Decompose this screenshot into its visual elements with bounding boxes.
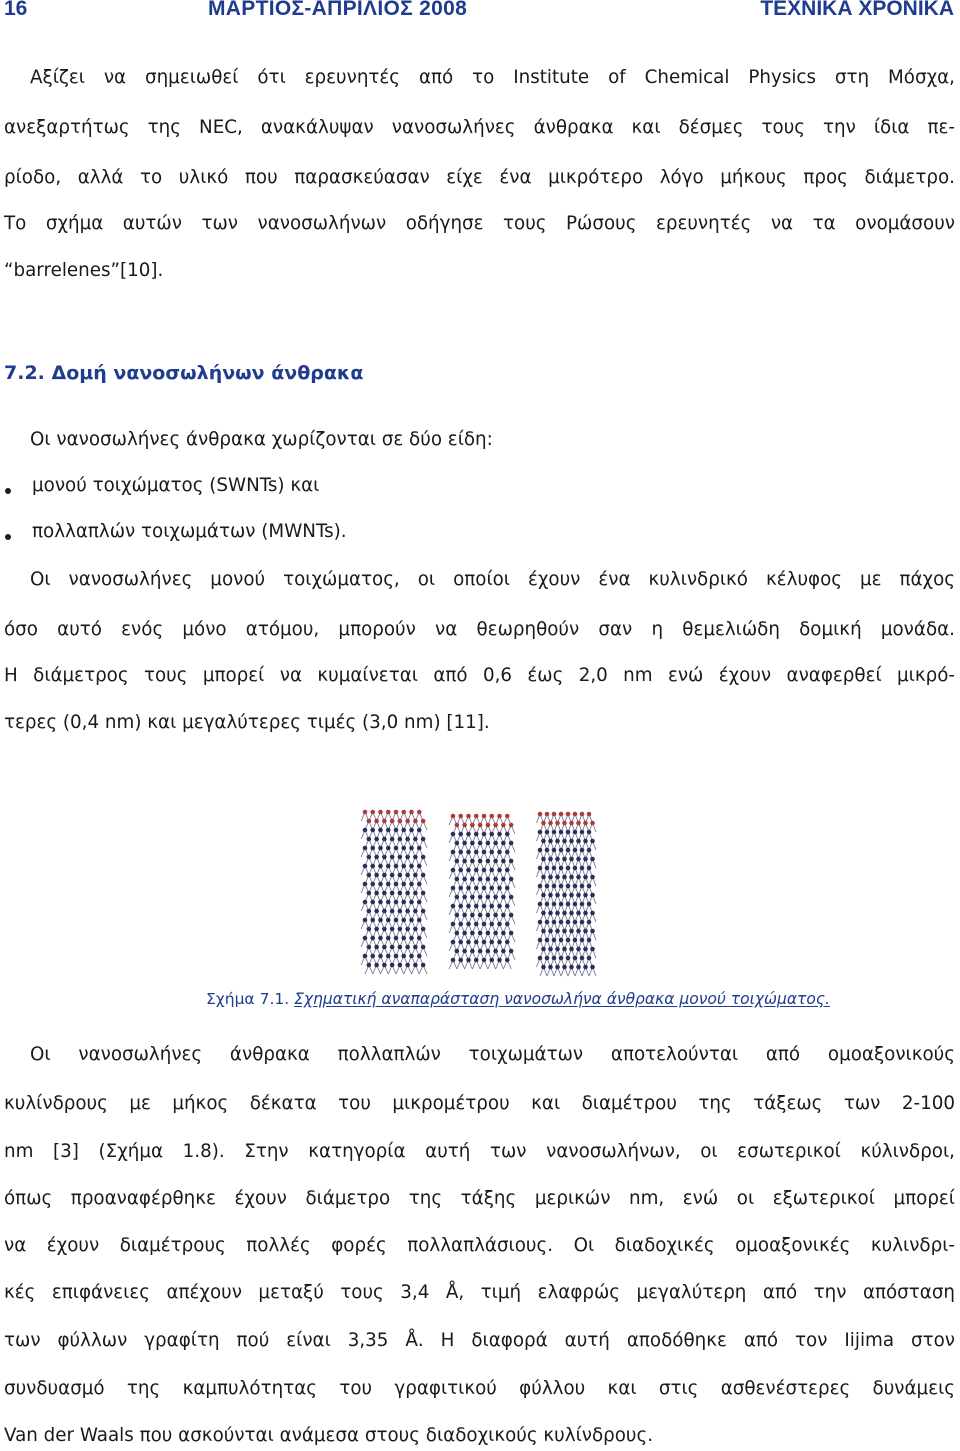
mwnt-line-9: Van der Waals που ασκούνται ανάμεσα στους διαδοχικούς κυλίνδρους. bbox=[4, 1425, 654, 1446]
mwnt-line-8: συνδυασμό της καμπυλότητας του γραφιτικού φύλλου και στις ασθενέστερες δυνάμεις bbox=[4, 1378, 955, 1399]
intro-line-1: Αξίζει να σημειωθεί ότι ερευνητές από το Institute of Chemical Physics στη Μόσχα, bbox=[30, 67, 955, 88]
nanotube-lattice bbox=[537, 812, 597, 976]
page-header bbox=[4, 0, 954, 29]
swnt-line-1: Οι νανοσωλήνες μονού τοιχώματος, οι οποίοι έχουν ένα κυλινδρικό κέλυφος με πάχος bbox=[30, 569, 955, 590]
nanotube-lattice bbox=[361, 810, 427, 974]
intro-line-4: Το σχήμα αυτών των νανοσωλήνων οδήγησε τους Ρώσους ερευνητές να τα ονομάσουν bbox=[4, 213, 955, 234]
mwnt-line-2: κυλίνδρους με μήκος δέκατα του μικρομέτρου και διαμέτρου της τάξεως των 2-100 bbox=[4, 1093, 955, 1114]
mwnt-line-5: να έχουν διαμέτρους πολλές φορές πολλαπλάσιους. Οι διαδοχικές ομοαξονικές κυλινδρι- bbox=[4, 1235, 955, 1256]
bullet-marker bbox=[5, 488, 11, 494]
swnt-line-2: όσο αυτό ενός μόνο ατόμου, μπορούν να θεωρηθούν σαν η θεμελιώδη δομική μονάδα. bbox=[4, 619, 955, 640]
swnt-line-4: τερες (0,4 nm) και μεγαλύτερες τιμές (3,0 nm) [11]. bbox=[4, 712, 490, 733]
issue-date: ΜΑΡΤΙΟΣ-ΑΠΡΙΛΙΟΣ 2008 bbox=[208, 0, 468, 20]
mwnt-line-7: των φύλλων γραφίτη πού είναι 3,35 Å. Η διαφορά αυτή αποδόθηκε από τον Iijima στον bbox=[4, 1330, 955, 1351]
intro-line-2: ανεξαρτήτως της NEC, ανακάλυψαν νανοσωλήνες άνθρακα και δέσμες τους την ίδια πε- bbox=[4, 117, 955, 138]
nanotube-figure bbox=[355, 800, 605, 980]
intro-line-5: “barrelenes”[10]. bbox=[4, 260, 164, 281]
mwnt-line-6: κές επιφάνειες απέχουν μεταξύ τους 3,4 Å, τιμή ελαφρώς μεγαλύτερη από την απόσταση bbox=[4, 1282, 955, 1303]
figure-caption-label: Σχήμα 7.1. bbox=[206, 990, 290, 1008]
mwnt-line-4: όπως προαναφέρθηκε έχουν διάμετρο της τάξης μερικών nm, ενώ οι εξωτερικοί μπορεί bbox=[4, 1188, 955, 1209]
page-number: 16 bbox=[4, 0, 28, 20]
nanotube-lattice bbox=[449, 814, 515, 969]
section-heading: 7.2. Δομή νανοσωλήνων άνθρακα bbox=[4, 362, 364, 384]
mwnt-line-3: nm [3] (Σχήμα 1.8). Στην κατηγορία αυτή των νανοσωλήνων, οι εσωτερικοί κύλινδροι, bbox=[4, 1141, 955, 1162]
intro-line-3: ρίοδο, αλλά το υλικό που παρασκεύασαν είχε ένα μικρότερο λόγο μήκους προς διάμετρο. bbox=[4, 167, 955, 188]
journal-title: ΤΕΧΝΙΚΑ ΧΡΟΝΙΚΑ bbox=[760, 0, 954, 20]
section-lead: Οι νανοσωλήνες άνθρακα χωρίζονται σε δύο είδη: bbox=[30, 429, 493, 450]
bullet-item-mwnt: πολλαπλών τοιχωμάτων (MWNTs). bbox=[32, 521, 347, 542]
swnt-line-3: Η διάμετρος τους μπορεί να κυμαίνεται από 0,6 έως 2,0 nm ενώ έχουν αναφερθεί μικρό- bbox=[4, 665, 955, 686]
bullet-marker bbox=[5, 534, 11, 540]
figure-caption bbox=[206, 988, 830, 1010]
bullet-item-swnt: μονού τοιχώματος (SWNTs) και bbox=[32, 475, 320, 496]
mwnt-line-1: Οι νανοσωλήνες άνθρακα πολλαπλών τοιχωμάτων αποτελούνται από ομοαξονικούς bbox=[30, 1044, 955, 1065]
figure-caption-text: Σχηματική αναπαράσταση νανοσωλήνα άνθρακα μονού τοιχώματος. bbox=[294, 990, 830, 1008]
